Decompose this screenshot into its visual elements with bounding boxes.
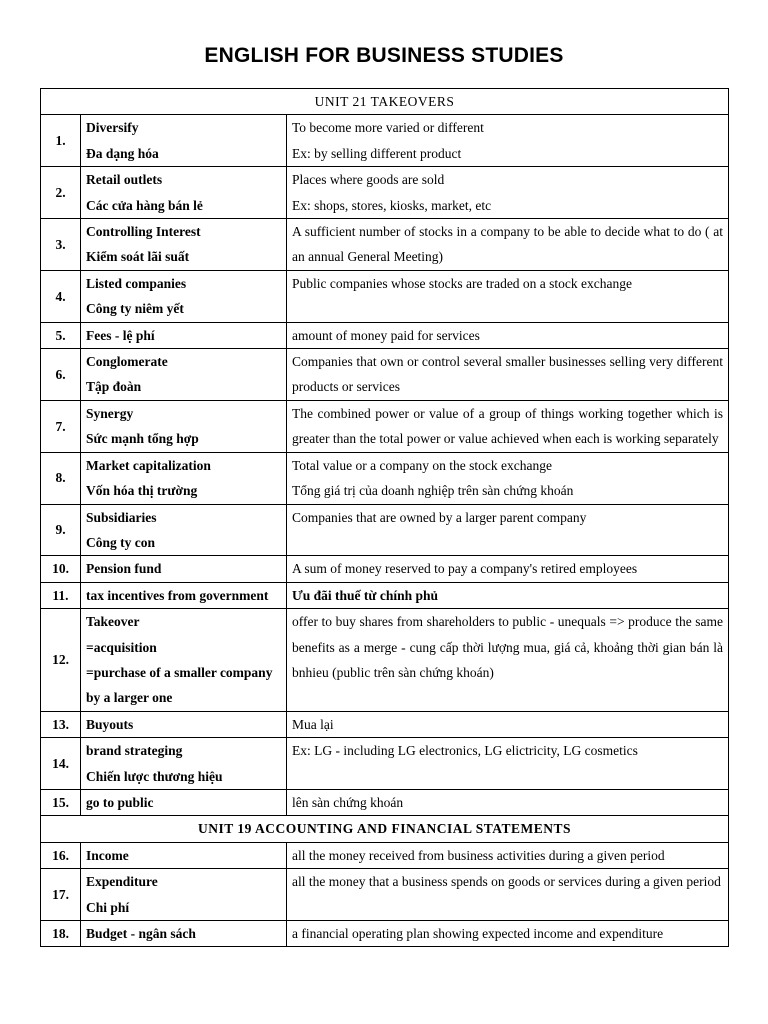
row-number: 11. bbox=[41, 582, 81, 608]
term-text: =purchase of a smaller company by a larger one bbox=[86, 664, 273, 706]
term-text: Expenditure bbox=[86, 874, 158, 890]
row-number: 15. bbox=[41, 789, 81, 815]
definition-cell bbox=[287, 452, 729, 504]
table-row bbox=[41, 400, 729, 452]
term-text: Diversify bbox=[86, 120, 139, 136]
term-text: =acquisition bbox=[86, 639, 157, 655]
term-cell bbox=[81, 219, 287, 271]
term-text: tax incentives from government bbox=[86, 587, 269, 603]
term-text: brand strateging bbox=[86, 743, 183, 759]
row-number: 5. bbox=[41, 322, 81, 348]
definition-text: all the money that a business spends on goods or services during a given period bbox=[292, 874, 721, 890]
table-row bbox=[41, 115, 729, 167]
definition-cell bbox=[287, 738, 729, 790]
page-title: ENGLISH FOR BUSINESS STUDIES bbox=[204, 44, 564, 67]
unit-heading: UNIT 21 TAKEOVERS bbox=[41, 89, 729, 115]
definition-text: amount of money paid for services bbox=[292, 327, 480, 343]
row-number: 7. bbox=[41, 400, 81, 452]
definition-text: Public companies whose stocks are traded on a stock exchange bbox=[292, 275, 633, 291]
term-text: Vốn hóa thị trường bbox=[86, 483, 198, 499]
table-row bbox=[41, 789, 729, 815]
term-text: Fees - lệ phí bbox=[86, 327, 155, 343]
term-cell bbox=[81, 400, 287, 452]
definition-cell bbox=[287, 167, 729, 219]
table-row bbox=[41, 711, 729, 737]
term-cell bbox=[81, 349, 287, 401]
row-number: 9. bbox=[41, 504, 81, 556]
term-cell bbox=[81, 504, 287, 556]
row-number: 16. bbox=[41, 842, 81, 868]
term-text: Chi phí bbox=[86, 899, 130, 915]
table-row bbox=[41, 738, 729, 790]
row-number: 8. bbox=[41, 452, 81, 504]
term-text: Đa dạng hóa bbox=[86, 145, 159, 161]
definition-cell bbox=[287, 789, 729, 815]
row-number: 14. bbox=[41, 738, 81, 790]
term-cell bbox=[81, 921, 287, 947]
definition-cell bbox=[287, 582, 729, 608]
table-row bbox=[41, 219, 729, 271]
row-number: 18. bbox=[41, 921, 81, 947]
term-text: Budget - ngân sách bbox=[86, 926, 196, 941]
row-number: 10. bbox=[41, 556, 81, 582]
table-row bbox=[41, 609, 729, 712]
row-number: 6. bbox=[41, 349, 81, 401]
term-cell bbox=[81, 115, 287, 167]
term-text: Takeover bbox=[86, 614, 140, 630]
definition-cell bbox=[287, 322, 729, 348]
definition-text: a financial operating plan showing expected income and expenditure bbox=[292, 926, 664, 941]
definition-cell bbox=[287, 869, 729, 921]
term-text: Các cửa hàng bán lẻ bbox=[86, 197, 203, 213]
term-text: go to public bbox=[86, 794, 154, 810]
definition-text: Total value or a company on the stock exchange bbox=[292, 457, 552, 473]
row-number: 1. bbox=[41, 115, 81, 167]
definition-text: all the money received from business activities during a given period bbox=[292, 847, 665, 863]
definition-cell bbox=[287, 556, 729, 582]
table-row bbox=[41, 582, 729, 608]
table-row bbox=[41, 322, 729, 348]
definition-text: Ex: by selling different product bbox=[292, 145, 462, 161]
definition-text: Tổng giá trị của doanh nghiệp trên sàn chứng khoán bbox=[292, 483, 574, 499]
definition-cell bbox=[287, 270, 729, 322]
term-cell bbox=[81, 738, 287, 790]
definition-text: A sufficient number of stocks in a company to be able to decide what to do ( at an annual General Meeting) bbox=[292, 224, 724, 265]
definition-cell bbox=[287, 842, 729, 868]
definition-text: Companies that own or control several smaller businesses selling very different products or services bbox=[292, 354, 724, 395]
row-number: 17. bbox=[41, 869, 81, 921]
term-cell bbox=[81, 452, 287, 504]
term-cell bbox=[81, 869, 287, 921]
term-cell bbox=[81, 789, 287, 815]
term-cell bbox=[81, 711, 287, 737]
term-text: Conglomerate bbox=[86, 354, 168, 370]
table-row bbox=[41, 452, 729, 504]
definition-text: lên sàn chứng khoán bbox=[292, 794, 404, 810]
term-text: Kiểm soát lãi suất bbox=[86, 249, 190, 265]
term-text: Công ty con bbox=[86, 534, 156, 550]
term-text: Pension fund bbox=[86, 561, 162, 577]
row-number: 13. bbox=[41, 711, 81, 737]
term-cell bbox=[81, 582, 287, 608]
unit-heading-row bbox=[41, 89, 729, 115]
definition-text: Places where goods are sold bbox=[292, 172, 445, 188]
term-text: Synergy bbox=[86, 405, 134, 421]
term-text: Sức mạnh tổng hợp bbox=[86, 431, 199, 447]
term-cell bbox=[81, 609, 287, 712]
definition-text: offer to buy shares from shareholders to public - unequals => produce the same benefits as a merge - cung cấp thời lượng mua, giá cả, khoảng thời gian bán là bnhieu (public trên sàn chứng khoán) bbox=[292, 614, 724, 680]
term-cell bbox=[81, 556, 287, 582]
definition-text: Companies that are owned by a larger parent company bbox=[292, 509, 587, 525]
definition-text: The combined power or value of a group of things working together which is greater than the total power or value achieved when each is working separately bbox=[292, 405, 724, 447]
table-row bbox=[41, 556, 729, 582]
row-number: 4. bbox=[41, 270, 81, 322]
definition-text: Mua lại bbox=[292, 716, 334, 732]
table-row bbox=[41, 349, 729, 401]
definition-cell bbox=[287, 400, 729, 452]
term-cell bbox=[81, 322, 287, 348]
term-text: Subsidiaries bbox=[86, 509, 157, 525]
definition-cell bbox=[287, 504, 729, 556]
definition-cell bbox=[287, 349, 729, 401]
term-text: Retail outlets bbox=[86, 172, 163, 188]
definition-text: To become more varied or different bbox=[292, 120, 484, 136]
table-row bbox=[41, 921, 729, 947]
table-row bbox=[41, 869, 729, 921]
term-text: Tập đoàn bbox=[86, 379, 142, 395]
term-text: Buyouts bbox=[86, 716, 134, 732]
table-row bbox=[41, 842, 729, 868]
unit-heading-row bbox=[41, 816, 729, 842]
table-row bbox=[41, 270, 729, 322]
unit-heading: UNIT 19 ACCOUNTING AND FINANCIAL STATEMENTS bbox=[41, 816, 729, 842]
table-row bbox=[41, 167, 729, 219]
definition-text: Ưu đãi thuế từ chính phủ bbox=[292, 587, 439, 603]
definition-text: Ex: shops, stores, kiosks, market, etc bbox=[292, 197, 492, 213]
table-row bbox=[41, 504, 729, 556]
term-text: Listed companies bbox=[86, 275, 187, 291]
definition-cell bbox=[287, 711, 729, 737]
definition-cell bbox=[287, 921, 729, 947]
definition-text: Ex: LG - including LG electronics, LG elictricity, LG cosmetics bbox=[292, 743, 638, 759]
term-cell bbox=[81, 842, 287, 868]
row-number: 12. bbox=[41, 609, 81, 712]
term-cell bbox=[81, 270, 287, 322]
definition-text: A sum of money reserved to pay a company's retired employees bbox=[292, 561, 638, 577]
term-text: Công ty niêm yết bbox=[86, 301, 184, 317]
term-text: Market capitalization bbox=[86, 457, 211, 473]
term-cell bbox=[81, 167, 287, 219]
definition-cell bbox=[287, 219, 729, 271]
term-text: Chiến lược thương hiệu bbox=[86, 768, 223, 784]
definition-cell bbox=[287, 609, 729, 712]
term-text: Controlling Interest bbox=[86, 224, 201, 240]
row-number: 2. bbox=[41, 167, 81, 219]
definition-cell bbox=[287, 115, 729, 167]
vocabulary-table bbox=[40, 88, 729, 947]
term-text: Income bbox=[86, 847, 129, 863]
row-number: 3. bbox=[41, 219, 81, 271]
